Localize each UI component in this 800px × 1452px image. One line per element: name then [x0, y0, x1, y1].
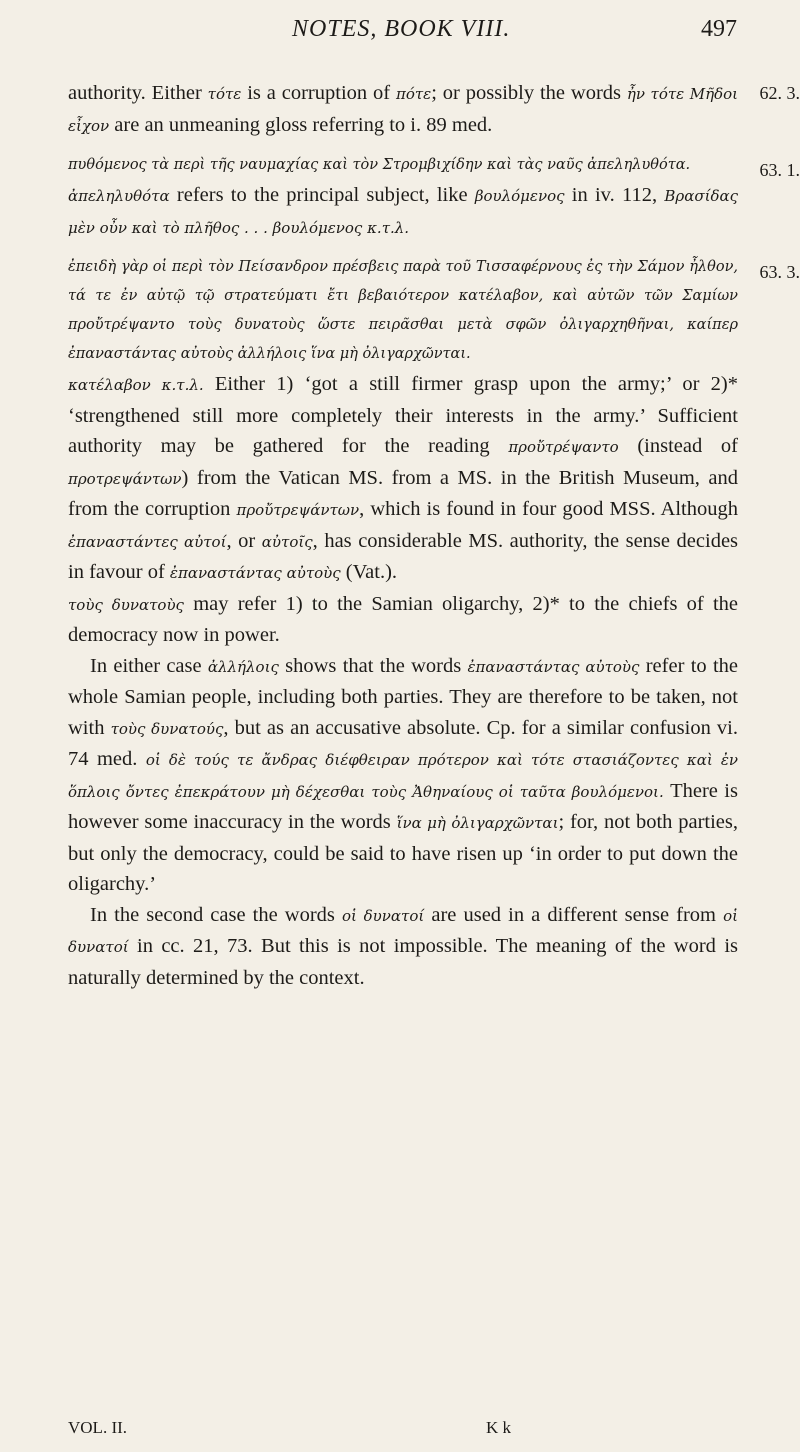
greek-text: ἐπαναστάντας αὐτοὺς	[467, 657, 640, 676]
english-text: , which is found in four good MSS. Although	[359, 498, 738, 520]
english-text: Either 1) ‘got a still firmer grasp upon the army;’ or 2)* ‘strengthened still more completely their interests in the army.’ Sufficient authority may be gathered for the reading	[68, 373, 738, 457]
english-text: , or	[226, 529, 262, 552]
greek-lemma: πυθόμενος τὰ περὶ τῆς ναυμαχίας καὶ τὸν Στρομβιχίδην καὶ τὰς ναῦς ἀπεληλυθότα.	[68, 157, 691, 173]
signature-mark: K k	[486, 1418, 512, 1437]
english-text: , has considerable MS. authority, the sense decides in favour of	[68, 529, 739, 583]
greek-text: προὔτρεψάντων	[236, 501, 360, 519]
greek-word: πότε	[395, 85, 432, 103]
greek-lemma: ἐπειδὴ γὰρ οἱ περὶ τὸν Πείσανδρον πρέσβεις παρὰ τοῦ Τισσαφέρνους ἐς τὴν Σάμον ἦλθον, τά τε ἐν αὐτῷ τῷ στρατεύματι ἔτι βεβαιότερον κατέλαβον, καὶ αὐτῶν τῶν Σαμίων προὔτρέψαντο τοὺς δυνατοὺς ὥστε πειρᾶσθαι μετὰ σφῶν ὀλιγαρχηθῆναι, καίπερ ἐπαναστάντας αὐτοὺς ἀλλήλοις ἵνα μὴ ὀλιγαρχῶνται.	[68, 259, 738, 362]
page-body	[68, 78, 800, 993]
english-text: (instead of	[618, 435, 738, 457]
english-text: ; for, not both parties, but only the democracy, could be said to have risen up ‘in order to put down the oligarchy.’	[68, 811, 739, 895]
greek-text: ἀλλήλοις	[207, 657, 279, 676]
greek-text: τοὺς δυνατούς	[110, 719, 224, 738]
english-text: In either case	[90, 654, 208, 677]
commentary-paragraph	[68, 589, 738, 651]
greek-text: τοὺς δυνατοὺς	[68, 595, 184, 614]
page-number: 497	[701, 16, 737, 42]
commentary-paragraph	[68, 651, 738, 900]
greek-text: ἵνα μὴ ὀλιγαρχῶνται	[396, 814, 559, 832]
greek-word: τότε	[207, 85, 242, 103]
running-title: NOTES, BOOK VIII.	[292, 16, 511, 42]
greek-text: ἐπαναστάντες αὐτοί	[68, 532, 227, 551]
volume-label: VOL. II.	[68, 1418, 128, 1437]
lemma-63-3	[68, 253, 800, 369]
margin-reference: 63. 1.	[759, 160, 800, 180]
english-text: In the second case the words	[90, 903, 342, 926]
margin-reference: 63. 3.	[759, 262, 800, 282]
english-text: refer to the whole Samian people, including both parties. They are therefore to be taken, not with	[68, 654, 738, 739]
english-text: (Vat.).	[340, 561, 398, 583]
greek-text: οἱ δὲ τούς τε ἄνδρας διέφθειραν πρότερον καὶ τότε στασιάζοντες καὶ ἐν ὅπλοις ὄντες ἐπεκράτουν μὴ δέχεσθαι τοὺς Ἀθηναίους οἱ ταῦτα βουλόμενοι.	[68, 751, 738, 801]
margin-reference: 62. 3.	[759, 83, 800, 103]
commentary-paragraph	[68, 900, 738, 994]
greek-text: αὐτοῖς	[261, 532, 313, 551]
english-text: shows that the words	[278, 654, 468, 677]
english-text: in cc. 21, 73. But this is not impossible. The meaning of the word is naturally determined by the context.	[68, 935, 738, 989]
greek-text: προτρεψάντων	[68, 469, 182, 488]
english-text: are used in a different sense from	[424, 903, 724, 926]
running-header	[0, 10, 800, 50]
note-continuation: 62. 3. authority. Either τότε is a corruption of πότε; or possibly the words ἦν τότε Μῆδοι εἶχον are an unmeaning gloss referring to i. 89 med.	[68, 78, 738, 141]
english-text: ) from the Vatican MS. from a MS. in the British Museum, and from the corruption	[68, 466, 738, 520]
commentary-paragraphs	[68, 369, 738, 993]
english-text: may refer 1) to the Samian oligarchy, 2)* to the chiefs of the democracy now in power.	[68, 592, 738, 646]
english-text: There is however some inaccuracy in the words	[68, 779, 738, 833]
english-text: , but as an accusative absolute. Cp. for a similar confusion vi. 74 med.	[68, 716, 738, 770]
greek-text: κατέλαβον κ.τ.λ.	[68, 376, 204, 394]
lemma-63-1	[68, 151, 800, 243]
greek-text: οἱ δυνατοί	[342, 906, 425, 925]
greek-text: ἐπαναστάντας αὐτοὺς	[169, 564, 341, 582]
note-text: ἀπεληλυθότα refers to the principal subject, like βουλόμενος in iv. 112, Βρασίδας μὲν οὖν καὶ τὸ πλῆθος . . . βουλόμενος κ.τ.λ.	[68, 184, 739, 237]
greek-text: προὔτρέψαντο	[508, 438, 619, 456]
greek-text: οἱ δυνατοί	[68, 906, 738, 956]
commentary-paragraph	[68, 369, 738, 589]
greek-phrase: ἦν τότε Μῆδοι εἶχον	[68, 85, 739, 135]
